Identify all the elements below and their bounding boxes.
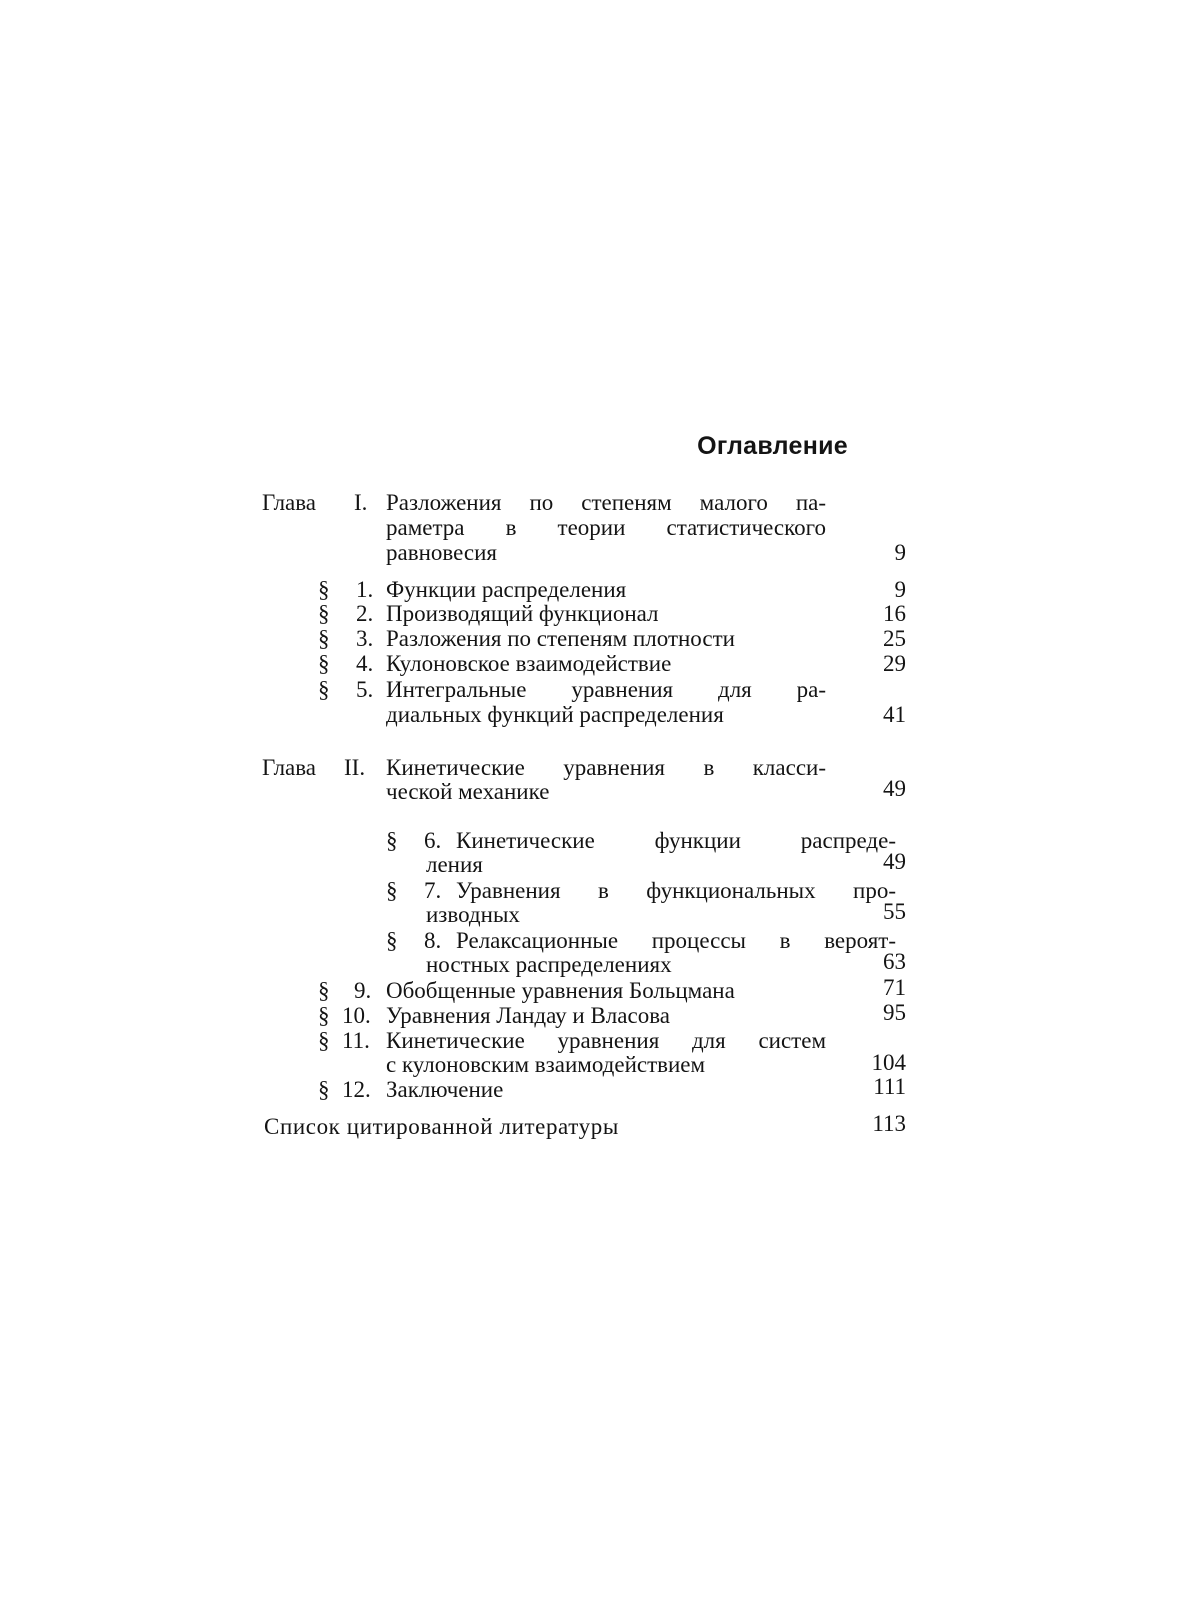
entry-page: 9 [894, 577, 906, 602]
entry-page: 25 [883, 626, 906, 651]
entry-title-line: равновесия [386, 540, 497, 565]
entry-title-line: Интегральные уравнения для ра- [386, 677, 826, 702]
section-sign: § [318, 651, 330, 676]
entry-title-line: Функции распределения [386, 577, 627, 602]
entry-title-line: ностных распределениях [426, 952, 672, 977]
entry-title-line: Список цитированной литературы [264, 1114, 619, 1139]
entry-title-line: Производящий функционал [386, 601, 659, 626]
entry-page: 29 [883, 651, 906, 676]
entry-number: 3. [356, 626, 374, 651]
entry-number: II. [344, 755, 366, 780]
entry-title-line: раметра в теории статистического [386, 515, 826, 540]
entry-page: 49 [883, 849, 906, 874]
section-sign: § [318, 978, 330, 1003]
entry-number: 1. [356, 577, 374, 602]
section-sign: § [318, 1003, 330, 1028]
entry-page: 55 [883, 899, 906, 924]
entry-number: 7. [424, 878, 442, 903]
entry-page: 9 [894, 540, 906, 565]
entry-title-line: Разложения по степеням малого па- [386, 490, 826, 515]
entry-label: Глава [262, 755, 317, 780]
section-sign: § [386, 928, 398, 953]
entry-page: 63 [883, 949, 906, 974]
entry-number: 5. [356, 677, 374, 702]
section-sign: § [318, 1077, 330, 1102]
entry-title-line: Релаксационные процессы в вероят- [456, 928, 896, 953]
entry-title-line: Обобщенные уравнения Больцмана [386, 978, 735, 1003]
section-sign: § [318, 1028, 330, 1053]
entry-number: 11. [342, 1028, 370, 1053]
entry-title-line: Уравнения в функциональных про- [456, 878, 896, 903]
entry-title-line: изводных [426, 902, 520, 927]
section-sign: § [318, 626, 330, 651]
entry-page: 104 [871, 1050, 906, 1075]
entry-page: 16 [883, 601, 906, 626]
entry-title-line: с кулоновским взаимодействием [386, 1052, 706, 1077]
toc-title: Оглавление [697, 432, 848, 460]
entry-page: 41 [883, 702, 906, 727]
entry-title-line: Кулоновское взаимодействие [386, 651, 672, 676]
entry-number: 10. [342, 1003, 371, 1028]
entry-number: 2. [356, 601, 374, 626]
entry-number: 12. [342, 1077, 371, 1102]
section-sign: § [386, 828, 398, 853]
section-sign: § [318, 601, 330, 626]
entry-title-line: Уравнения Ландау и Власова [386, 1003, 670, 1028]
entry-title-line: ления [426, 852, 483, 877]
entry-title-line: диальных функций распределения [386, 702, 724, 727]
entry-page: 111 [873, 1074, 906, 1099]
entry-page: 113 [872, 1111, 906, 1136]
entry-page: 95 [883, 1000, 906, 1025]
entry-page: 49 [883, 776, 906, 801]
section-sign: § [318, 577, 330, 602]
entry-number: 8. [424, 928, 442, 953]
entry-number: 4. [356, 651, 374, 676]
entry-title-line: ческой механике [386, 779, 550, 804]
entry-number: 9. [354, 978, 372, 1003]
entry-title-line: Заключение [386, 1077, 504, 1102]
entry-title-line: Разложения по степеням плотности [386, 626, 735, 651]
entry-number: I. [354, 490, 368, 515]
entry-title-line: Кинетические функции распреде- [456, 828, 896, 853]
section-sign: § [386, 878, 398, 903]
entry-number: 6. [424, 828, 442, 853]
entry-title-line: Кинетические уравнения в класси- [386, 755, 826, 780]
section-sign: § [318, 677, 330, 702]
entry-label: Глава [262, 490, 317, 515]
entry-title-line: Кинетические уравнения для систем [386, 1028, 826, 1053]
entry-page: 71 [883, 975, 906, 1000]
